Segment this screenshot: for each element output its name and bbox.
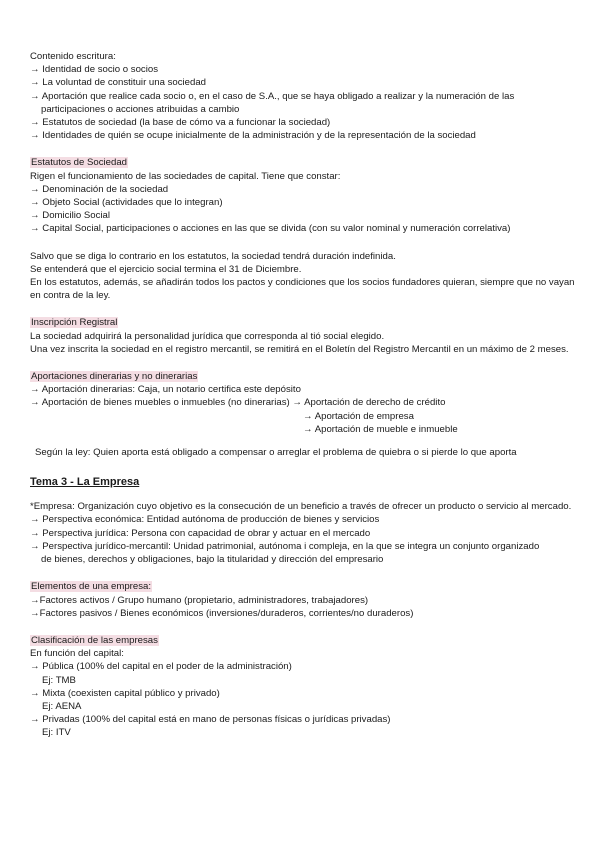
clasificacion-heading: Clasificación de las empresas [31,634,158,646]
example-line: Ej: TMB [42,674,76,686]
aportaciones-heading: Aportaciones dinerarias y no dinerarias [31,371,198,383]
list-item: → Perspectiva jurídica: Persona con capacidad de obrar y actuar en el mercado [30,527,371,539]
tema-title: Tema 3 - La Empresa [30,476,140,489]
list-item: → Objeto Social (actividades que lo integran) [30,197,223,209]
document-page [30,50,578,740]
list-item: → Domicilio Social [30,210,110,222]
example-line: Ej: AENA [42,700,82,712]
list-item: → Perspectiva jurídico-mercantil: Unidad patrimonial, autónoma i compleja, en la que se integra un conjunto organizado [30,540,540,552]
empresa-definition: *Empresa: Organización cuyo objetivo es la consecución de un beneficio a través de ofrecer un producto o servicio al mercado. [30,501,572,513]
list-item: → Capital Social, participaciones o acciones en las que se divida (con su valor nominal y numeración correlativa) [30,223,511,235]
aportaciones-section [30,370,578,459]
paragraph: En los estatutos, además, se añadirán todos los pactos y condiciones que los socios fundadores quieran, siempre que no vayan en contra de la ley. [30,277,575,302]
elementos-section [30,580,578,620]
clasificacion-section [30,634,578,740]
contenido-section [30,50,578,142]
list-item-continuation: de bienes, derechos y obligaciones, bajo la titularidad y dirección del empresario [41,554,384,566]
sub-list-item: → Aportación de empresa [303,410,414,422]
list-item-continuation: participaciones o acciones atribuidas a cambio [41,103,240,115]
paragraph: Una vez inscrita la sociedad en el registro mercantil, se remitirá en el Boletín del Registro Mercantil en un máximo de 2 meses. [30,343,569,355]
paragraph: La sociedad adquirirá la personalidad jurídica que corresponda al tió social elegido. [30,330,385,342]
inscripcion-section [30,316,578,356]
list-item: →Factores pasivos / Bienes económicos (inversiones/duraderos, corrientes/no duraderos) [30,607,414,619]
estatutos-heading: Estatutos de Sociedad [31,157,128,169]
clasificacion-intro: En función del capital: [30,648,124,660]
list-item: → Aportación de bienes muebles o inmuebles (no dinerarias) → Aportación de derecho de crédito [30,397,446,409]
paragraph: Salvo que se diga lo contrario en los estatutos, la sociedad tendrá duración indefinida. [30,250,396,262]
list-item: →Factores activos / Grupo humano (propietario, administradores, trabajadores) [30,594,369,606]
estatutos-intro: Rigen el funcionamiento de las sociedades de capital. Tiene que constar: [30,170,341,182]
paragraph: Se entenderá que el ejercicio social termina el 31 de Diciembre. [30,263,302,275]
list-item: → Estatutos de sociedad (la base de cómo va a funcionar la sociedad) [30,117,331,129]
list-item: → Identidad de socio o socios [30,64,158,76]
list-item: → Perspectiva económica: Entidad autónoma de producción de bienes y servicios [30,514,380,526]
list-item: → Pública (100% del capital en el poder de la administración) [30,661,292,673]
example-line: Ej: ITV [42,727,71,739]
list-item: → Aportación que realice cada socio o, en el caso de S.A., que se haya obligado a realizar y la numeración de las [30,90,515,102]
tema-section [30,475,578,566]
list-item: → Denominación de la sociedad [30,183,169,195]
list-item: → Identidades de quién se ocupe inicialmente de la administración y de la representación de la sociedad [30,130,476,142]
estatutos-section [30,156,578,302]
list-item: → Privadas (100% del capital está en mano de personas físicas o jurídicas privadas) [30,714,391,726]
contenido-heading: Contenido escritura: [30,51,116,62]
list-item: → La voluntad de constituir una sociedad [30,77,206,89]
elementos-heading: Elementos de una empresa: [31,581,151,593]
list-item: → Mixta (coexisten capital público y privado) [30,687,220,699]
inscripcion-heading: Inscripción Registral [31,317,118,329]
ley-note: Según la ley: Quien aporta está obligado a compensar o arreglar el problema de quiebra o si pierde lo que aporta [35,447,517,459]
sub-list-item: → Aportación de mueble e inmueble [303,423,458,435]
list-item: → Aportación dinerarias: Caja, un notario certifica este depósito [30,384,301,396]
